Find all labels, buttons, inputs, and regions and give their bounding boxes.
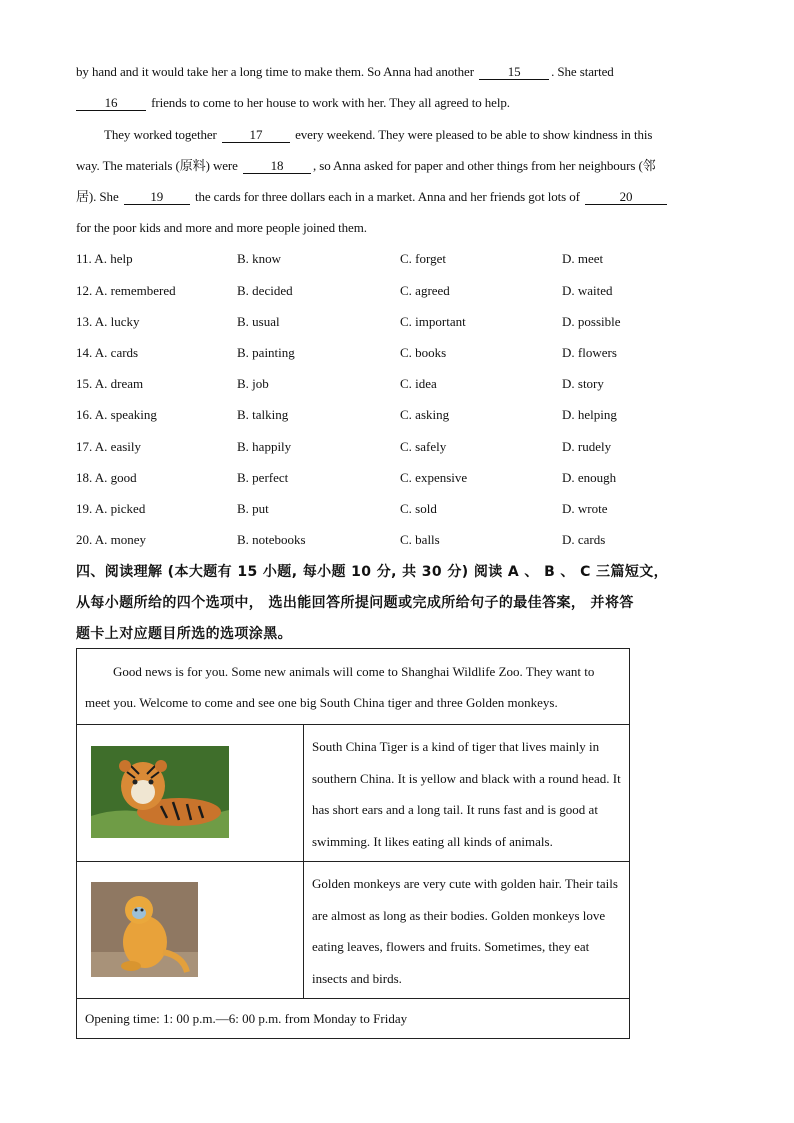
option-d: D. rudely [562,439,612,454]
passage-line-3 [104,127,652,143]
option-d: D. waited [562,283,613,298]
option-b: B. decided [237,283,293,298]
option-c: C. forget [400,251,446,266]
option-row-11 [76,251,716,267]
option-a: 12. A. remembered [76,283,176,298]
option-d: D. cards [562,532,606,547]
option-d: D. possible [562,314,621,329]
section-heading-line-3: 题卡上对应题目所选的选项涂黑。 [76,626,292,642]
blank-19: 19 [124,190,190,205]
option-b: B. job [237,376,269,391]
option-d: D. story [562,376,604,391]
passage-text: by hand and it would take her a long time to make them. So Anna had another [76,64,474,79]
option-a: 15. A. dream [76,376,144,391]
blank-16: 16 [76,96,146,111]
passage-text: They worked together [104,127,217,142]
tiger-text-cell [304,725,630,862]
option-row-18 [76,470,716,486]
passage-line-2 [76,95,510,111]
option-c: C. safely [400,439,447,454]
passage-line-4 [76,158,656,174]
blank-18: 18 [243,159,311,174]
option-b: B. know [237,251,282,266]
passage-line-1 [76,64,614,80]
table-row-tiger [77,725,630,862]
monkey-description: Golden monkeys are very cute with golden hair. Their tails are almost as long as their bodies. Golden monkeys love eating leaves, flowers and fruits. Sometimes, they eat insects and birds. [312,876,618,986]
option-c: C. sold [400,501,437,516]
option-b: B. talking [237,407,289,422]
option-b: B. painting [237,345,295,360]
option-row-19 [76,501,716,517]
monkey-illustration [91,882,198,977]
blank-17: 17 [222,128,290,143]
option-row-12 [76,283,716,299]
option-b: B. perfect [237,470,289,485]
option-d: D. meet [562,251,604,266]
blank-15: 15 [479,65,549,80]
option-row-16 [76,407,716,423]
option-c: C. agreed [400,283,450,298]
option-c: C. asking [400,407,450,422]
option-b: B. happily [237,439,292,454]
tiger-photo [91,746,229,838]
option-row-13 [76,314,716,330]
blank-20: 20 [585,190,667,205]
passage-line-6 [76,220,367,236]
option-d: D. enough [562,470,617,485]
option-row-15 [76,376,716,392]
passage-text: friends to come to her house to work with her. They all agreed to help. [151,95,510,110]
option-a: 19. A. picked [76,501,146,516]
passage-text: . She started [551,64,614,79]
passage-text: every weekend. They were pleased to be able to show kindness in this [295,127,653,142]
passage-text: , so Anna asked for paper and other things from her neighbours (邻 [312,158,656,173]
option-c: C. books [400,345,447,360]
option-row-20 [76,532,716,548]
table-row-intro [77,649,630,725]
option-c: C. expensive [400,470,468,485]
option-b: B. put [237,501,269,516]
option-a: 20. A. money [76,532,147,547]
option-c: C. important [400,314,466,329]
option-d: D. wrote [562,501,608,516]
option-d: D. helping [562,407,617,422]
passage-text: way. The materials (原料) were [76,158,238,173]
passage-text: for the poor kids and more and more people joined them. [76,220,367,235]
option-a: 11. A. help [76,251,133,266]
passage-text: the cards for three dollars each in a market. Anna and her friends got lots of [194,189,580,204]
option-c: C. balls [400,532,440,547]
option-a: 14. A. cards [76,345,139,360]
option-a: 16. A. speaking [76,407,157,422]
monkey-text-cell [304,862,630,999]
section-heading-line-2: 从每小题所给的四个选项中， 选出能回答所提问题或完成所给句子的最佳答案， 并将答 [76,595,634,611]
option-row-14 [76,345,716,361]
tiger-description: South China Tiger is a kind of tiger that lives mainly in southern China. It is yellow and black with a round head. It has short ears and a long tail. It runs fast and is good at swimming. It likes eating all kinds of animals. [312,739,621,849]
option-a: 17. A. easily [76,439,141,454]
option-b: B. usual [237,314,280,329]
section-heading-line-1: 四、阅读理解 (本大题有 15 小题, 每小题 10 分, 共 30 分) 阅读 A 、 B 、 C 三篇短文， [76,564,669,580]
opening-cell [77,999,630,1039]
tiger-illustration [91,746,229,838]
intro-text: Good news is for you. Some new animals will come to Shanghai Wildlife Zoo. They want to meet you. Welcome to come and see one big South China tiger and three Golden monkeys. [85,664,595,710]
table-row-monkey [77,862,630,999]
tiger-image-cell [77,725,304,862]
option-d: D. flowers [562,345,617,360]
opening-time: Opening time: 1: 00 p.m.—6: 00 p.m. from Monday to Friday [85,1011,408,1026]
passage-text: 居). She [76,189,119,204]
option-b: B. notebooks [237,532,306,547]
option-row-17 [76,439,716,455]
monkey-image-cell [77,862,304,999]
intro-cell [77,649,630,725]
option-c: C. idea [400,376,437,391]
option-a: 18. A. good [76,470,137,485]
passage-line-5 [76,189,669,205]
zoo-info-table [76,648,630,1039]
option-a: 13. A. lucky [76,314,140,329]
monkey-photo [91,882,198,977]
table-row-opening [77,999,630,1039]
